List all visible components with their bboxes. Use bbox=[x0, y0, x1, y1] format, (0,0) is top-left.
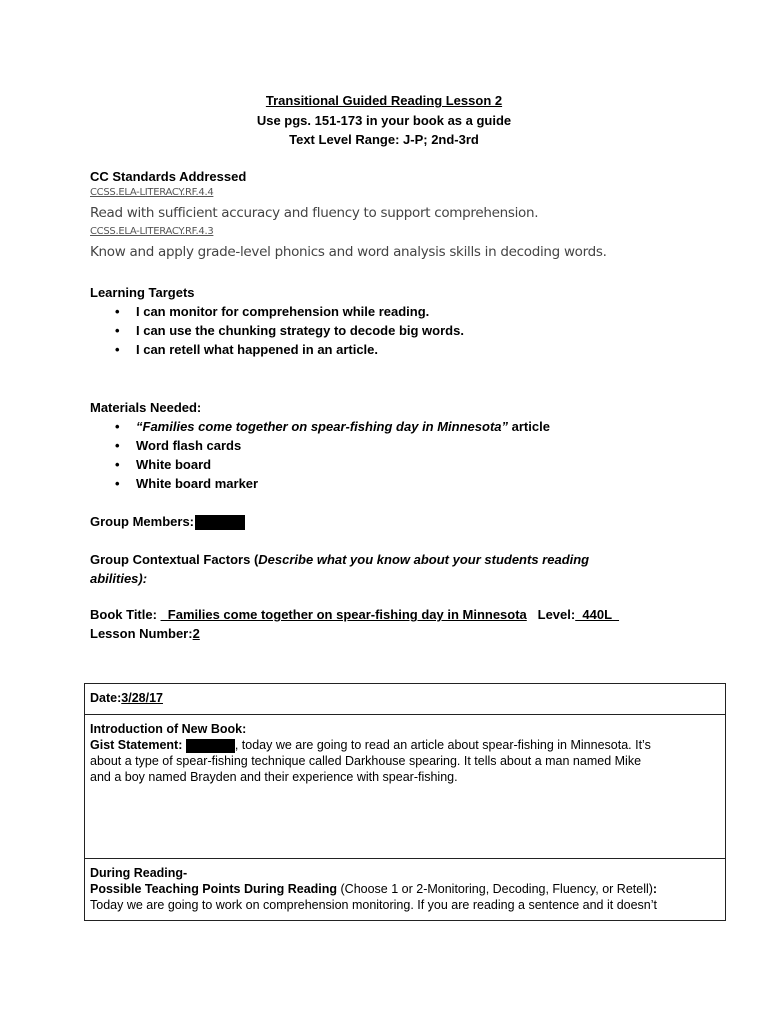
during-heading: During Reading- bbox=[90, 866, 188, 880]
teaching-colon: : bbox=[652, 882, 658, 896]
gist-line1 bbox=[90, 737, 717, 753]
date-row bbox=[85, 684, 725, 715]
standard-code[interactable]: CCSS.ELA-LITERACY.RF.4.4 bbox=[90, 187, 214, 198]
lesson-subtitle: Use pgs. 151-173 in your book as a guide bbox=[256, 113, 512, 128]
material-text: White board marker bbox=[136, 476, 259, 491]
list-item bbox=[90, 474, 550, 493]
learning-targets-list bbox=[90, 302, 464, 359]
lesson-number-label: Lesson Number: bbox=[90, 626, 193, 641]
teaching-points-line bbox=[90, 881, 717, 897]
teaching-paren: (Choose 1 or 2-Monitoring, Decoding, Fluency, or Retell) bbox=[337, 882, 653, 896]
teaching-text: Today we are going to work on comprehension monitoring. If you are reading a sentence and it doesn’t bbox=[90, 898, 658, 912]
book-title-label: Book Title: bbox=[90, 607, 161, 622]
list-item bbox=[90, 436, 550, 455]
list-item bbox=[90, 340, 464, 359]
bullet-icon: • bbox=[115, 304, 120, 319]
bullet-icon: • bbox=[115, 457, 120, 472]
learning-target-text: I can monitor for comprehension while reading. bbox=[136, 304, 430, 319]
lesson-number-value: 2 bbox=[192, 626, 200, 641]
book-title-row bbox=[90, 607, 619, 622]
introduction-cell bbox=[90, 721, 717, 785]
list-item bbox=[90, 321, 464, 340]
during-reading-cell bbox=[90, 865, 717, 913]
standard-code[interactable]: CCSS.ELA-LITERACY.RF.4.3 bbox=[90, 226, 214, 237]
redaction-block bbox=[186, 739, 235, 753]
redaction-block bbox=[195, 515, 245, 530]
date-value: 3/28/17 bbox=[121, 691, 163, 705]
level-label: Level: bbox=[537, 607, 576, 622]
teaching-label: Possible Teaching Points During Reading bbox=[90, 882, 338, 896]
gist-text-2: about a type of spear-fishing technique called Darkhouse spearing. It tells about a man named Mike bbox=[90, 754, 642, 768]
list-item bbox=[90, 302, 464, 321]
date-label: Date: bbox=[90, 691, 122, 705]
bullet-icon: • bbox=[115, 342, 120, 357]
lesson-table bbox=[84, 683, 726, 921]
during-reading-row bbox=[85, 859, 725, 921]
learning-target-text: I can retell what happened in an article. bbox=[136, 342, 379, 357]
article-title: “Families come together on spear-fishing day in Minnesota” bbox=[136, 419, 509, 434]
gist-text-3: and a boy named Brayden and their experience with spear-fishing. bbox=[90, 770, 458, 784]
learning-target-text: I can use the chunking strategy to decode big words. bbox=[136, 323, 464, 338]
introduction-row bbox=[85, 715, 725, 859]
intro-heading: Introduction of New Book: bbox=[90, 722, 247, 736]
list-item bbox=[90, 455, 550, 474]
material-text: Word flash cards bbox=[136, 438, 242, 453]
lesson-number-row bbox=[90, 626, 200, 641]
bullet-icon: • bbox=[115, 323, 120, 338]
bullet-icon: • bbox=[115, 419, 120, 434]
book-title-value: Families come together on spear-fishing day in Minnesota bbox=[160, 607, 527, 622]
list-item bbox=[90, 417, 550, 436]
lesson-title: Transitional Guided Reading Lesson 2 bbox=[265, 93, 503, 108]
bullet-icon: • bbox=[115, 438, 120, 453]
standard-description: Read with sufficient accuracy and fluency to support comprehension. bbox=[90, 205, 539, 221]
learning-targets-heading: Learning Targets bbox=[90, 285, 195, 300]
materials-list bbox=[90, 417, 550, 493]
text-level-range: Text Level Range: J-P; 2nd-3rd bbox=[289, 132, 479, 147]
materials-heading: Materials Needed: bbox=[90, 400, 202, 415]
contextual-italic-line2: abilities): bbox=[90, 571, 148, 586]
contextual-italic: Describe what you know about your students reading bbox=[258, 552, 590, 567]
date-cell bbox=[90, 690, 717, 706]
contextual-label: Group Contextual Factors ( bbox=[90, 552, 259, 567]
bullet-icon: • bbox=[115, 476, 120, 491]
material-text: White board bbox=[136, 457, 212, 472]
gist-label: Gist Statement: bbox=[90, 738, 186, 752]
standard-description: Know and apply grade-level phonics and word analysis skills in decoding words. bbox=[90, 244, 607, 260]
level-value: 440L bbox=[575, 607, 620, 622]
group-members-row bbox=[90, 514, 245, 530]
contextual-factors-line1 bbox=[90, 552, 589, 567]
contextual-factors-line2 bbox=[90, 571, 147, 586]
gist-text-1: , today we are going to read an article about spear-fishing in Minnesota. It’s bbox=[234, 738, 651, 752]
group-members-label: Group Members: bbox=[90, 514, 195, 529]
standards-heading: CC Standards Addressed bbox=[90, 169, 247, 184]
article-suffix: article bbox=[508, 419, 550, 434]
